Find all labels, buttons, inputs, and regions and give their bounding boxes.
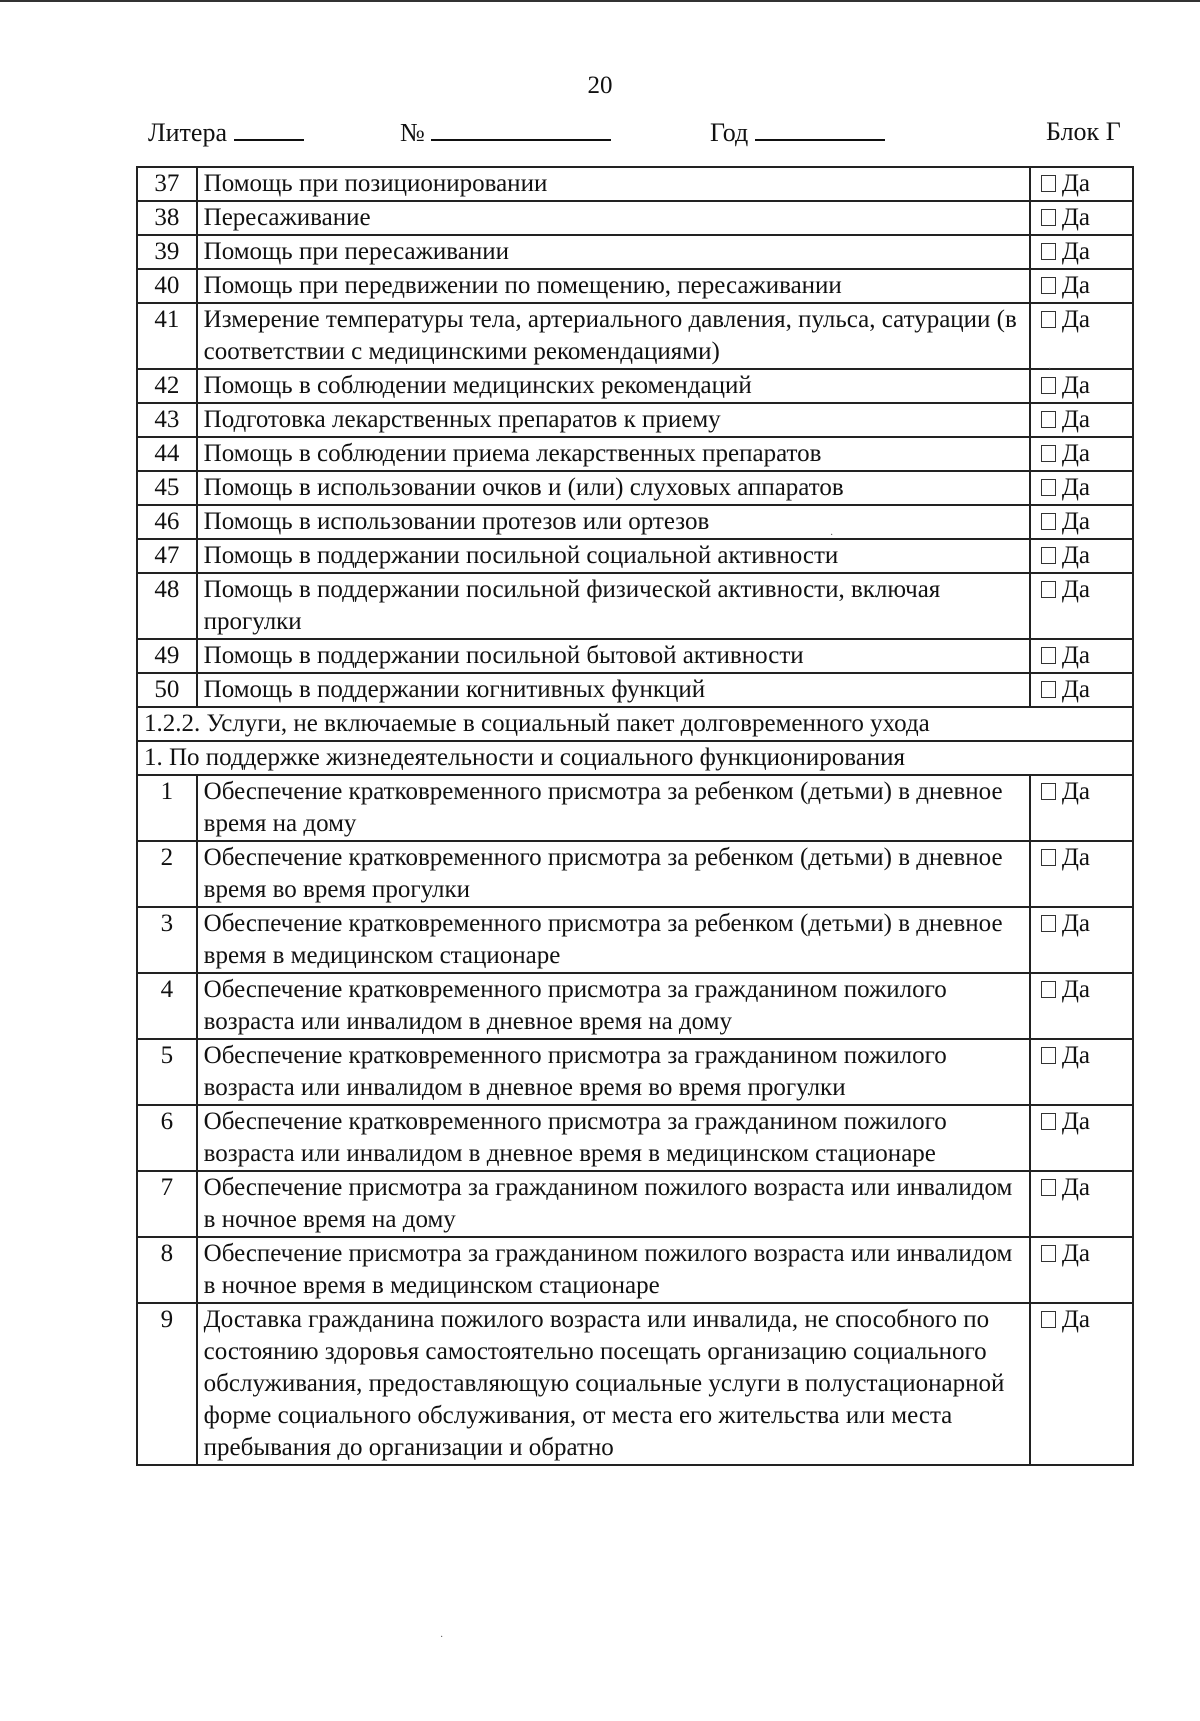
litera-blank[interactable] <box>234 117 304 141</box>
service-name: Помощь в поддержании посильной социальной активности <box>197 539 1030 573</box>
checkbox-icon[interactable] <box>1041 277 1056 294</box>
number-blank[interactable] <box>431 117 611 141</box>
scan-speck: · <box>830 530 834 541</box>
table-row <box>137 1303 1133 1465</box>
yes-checkbox-cell[interactable] <box>1030 1171 1133 1237</box>
table-row <box>137 973 1133 1039</box>
service-name: Помощь при позиционировании <box>197 167 1030 201</box>
year-label: Год <box>710 118 749 147</box>
yes-checkbox-cell[interactable] <box>1030 539 1133 573</box>
yes-checkbox-cell[interactable] <box>1030 201 1133 235</box>
yes-label: Да <box>1061 372 1090 399</box>
table-row <box>137 1039 1133 1105</box>
yes-label: Да <box>1061 440 1090 467</box>
yes-checkbox-cell[interactable] <box>1030 573 1133 639</box>
row-number: 3 <box>137 907 197 973</box>
row-number: 39 <box>137 235 197 269</box>
yes-checkbox-cell[interactable] <box>1030 303 1133 369</box>
number-label: № <box>400 118 425 147</box>
row-number: 37 <box>137 167 197 201</box>
row-number: 42 <box>137 369 197 403</box>
scan-top-edge <box>0 0 1200 2</box>
table-row <box>137 573 1133 639</box>
yes-checkbox-cell[interactable] <box>1030 269 1133 303</box>
checkbox-icon[interactable] <box>1041 175 1056 192</box>
service-name: Обеспечение кратковременного присмотра за ребенком (детьми) в дневное время на дому <box>197 775 1030 841</box>
yes-checkbox-cell[interactable] <box>1030 775 1133 841</box>
checkbox-icon[interactable] <box>1041 647 1056 664</box>
service-name: Помощь в соблюдении приема лекарственных препаратов <box>197 437 1030 471</box>
checkbox-icon[interactable] <box>1041 411 1056 428</box>
table-row <box>137 167 1133 201</box>
table-row <box>137 907 1133 973</box>
yes-label: Да <box>1061 778 1090 805</box>
yes-label: Да <box>1061 844 1090 871</box>
row-number: 6 <box>137 1105 197 1171</box>
yes-checkbox-cell[interactable] <box>1030 841 1133 907</box>
row-number: 8 <box>137 1237 197 1303</box>
row-number: 9 <box>137 1303 197 1465</box>
service-name: Обеспечение присмотра за гражданином пожилого возраста или инвалидом в ночное время на дому <box>197 1171 1030 1237</box>
yes-checkbox-cell[interactable] <box>1030 1237 1133 1303</box>
yes-label: Да <box>1061 406 1090 433</box>
row-number: 4 <box>137 973 197 1039</box>
section-title: 1. По поддержке жизнедеятельности и социального функционирования <box>137 741 1133 775</box>
yes-label: Да <box>1061 1042 1090 1069</box>
checkbox-icon[interactable] <box>1041 479 1056 496</box>
yes-label: Да <box>1061 170 1090 197</box>
service-name: Помощь в использовании протезов или ортезов <box>197 505 1030 539</box>
litera-label: Литера <box>148 118 227 147</box>
yes-checkbox-cell[interactable] <box>1030 437 1133 471</box>
row-number: 46 <box>137 505 197 539</box>
litera-field[interactable] <box>148 117 304 148</box>
table-row <box>137 1105 1133 1171</box>
row-number: 43 <box>137 403 197 437</box>
checkbox-icon[interactable] <box>1041 209 1056 226</box>
service-name: Помощь в поддержании посильной бытовой активности <box>197 639 1030 673</box>
row-number: 47 <box>137 539 197 573</box>
checkbox-icon[interactable] <box>1041 1047 1056 1064</box>
checkbox-icon[interactable] <box>1041 1245 1056 1262</box>
checkbox-icon[interactable] <box>1041 1179 1056 1196</box>
service-name: Помощь в использовании очков и (или) слуховых аппаратов <box>197 471 1030 505</box>
service-name: Обеспечение кратковременного присмотра за гражданином пожилого возраста или инвалидом в дневное время в медицинском стационаре <box>197 1105 1030 1171</box>
row-number: 49 <box>137 639 197 673</box>
row-number: 1 <box>137 775 197 841</box>
yes-label: Да <box>1061 1306 1090 1333</box>
table-row <box>137 673 1133 707</box>
table-row <box>137 539 1133 573</box>
row-number: 5 <box>137 1039 197 1105</box>
checkbox-icon[interactable] <box>1041 311 1056 328</box>
service-name: Обеспечение кратковременного присмотра за гражданином пожилого возраста или инвалидом в дневное время на дому <box>197 973 1030 1039</box>
service-name: Обеспечение кратковременного присмотра за гражданином пожилого возраста или инвалидом в дневное время во время прогулки <box>197 1039 1030 1105</box>
block-label: Блок Г <box>1046 117 1121 146</box>
yes-checkbox-cell[interactable] <box>1030 167 1133 201</box>
row-number: 2 <box>137 841 197 907</box>
table-row <box>137 437 1133 471</box>
row-number: 38 <box>137 201 197 235</box>
yes-label: Да <box>1061 204 1090 231</box>
table-row <box>137 639 1133 673</box>
yes-checkbox-cell[interactable] <box>1030 639 1133 673</box>
yes-label: Да <box>1061 272 1090 299</box>
scan-speck: · <box>1048 364 1052 375</box>
checkbox-icon[interactable] <box>1041 783 1056 800</box>
table-row <box>137 403 1133 437</box>
yes-label: Да <box>1061 576 1090 603</box>
yes-label: Да <box>1061 474 1090 501</box>
table-row <box>137 471 1133 505</box>
service-name: Помощь в поддержании посильной физической активности, включая прогулки <box>197 573 1030 639</box>
checkbox-icon[interactable] <box>1041 981 1056 998</box>
yes-checkbox-cell[interactable] <box>1030 369 1133 403</box>
yes-checkbox-cell[interactable] <box>1030 403 1133 437</box>
row-number: 50 <box>137 673 197 707</box>
yes-checkbox-cell[interactable] <box>1030 907 1133 973</box>
row-number: 44 <box>137 437 197 471</box>
table-row <box>137 775 1133 841</box>
table-row <box>137 1171 1133 1237</box>
yes-checkbox-cell[interactable] <box>1030 471 1133 505</box>
service-name: Помощь в поддержании когнитивных функций <box>197 673 1030 707</box>
page-number: 20 <box>587 72 613 99</box>
yes-checkbox-cell[interactable] <box>1030 973 1133 1039</box>
row-number: 7 <box>137 1171 197 1237</box>
table-row <box>137 369 1133 403</box>
row-number: 41 <box>137 303 197 369</box>
service-name: Подготовка лекарственных препаратов к приему <box>197 403 1030 437</box>
services-table <box>136 166 1134 1466</box>
checkbox-icon[interactable] <box>1041 849 1056 866</box>
table-row <box>137 1237 1133 1303</box>
table-row <box>137 235 1133 269</box>
yes-label: Да <box>1061 542 1090 569</box>
yes-label: Да <box>1061 238 1090 265</box>
checkbox-icon[interactable] <box>1041 445 1056 462</box>
service-name: Помощь в соблюдении медицинских рекомендаций <box>197 369 1030 403</box>
service-name: Измерение температуры тела, артериального давления, пульса, сатурации (в соответствии с медицинскими рекомендациями) <box>197 303 1030 369</box>
yes-label: Да <box>1061 642 1090 669</box>
row-number: 40 <box>137 269 197 303</box>
yes-label: Да <box>1061 976 1090 1003</box>
table-row <box>137 201 1133 235</box>
service-name: Пересаживание <box>197 201 1030 235</box>
yes-label: Да <box>1061 1240 1090 1267</box>
row-number: 45 <box>137 471 197 505</box>
checkbox-icon[interactable] <box>1041 681 1056 698</box>
service-name: Обеспечение кратковременного присмотра за ребенком (детьми) в дневное время в медицинском стационаре <box>197 907 1030 973</box>
section-row <box>137 707 1133 741</box>
checkbox-icon[interactable] <box>1041 513 1056 530</box>
yes-checkbox-cell[interactable] <box>1030 235 1133 269</box>
section-row <box>137 741 1133 775</box>
table-row <box>137 269 1133 303</box>
yes-label: Да <box>1061 508 1090 535</box>
table-row <box>137 303 1133 369</box>
yes-checkbox-cell[interactable] <box>1030 505 1133 539</box>
checkbox-icon[interactable] <box>1041 547 1056 564</box>
scan-speck: · <box>440 1632 444 1643</box>
yes-label: Да <box>1061 676 1090 703</box>
service-name: Обеспечение присмотра за гражданином пожилого возраста или инвалидом в ночное время в медицинском стационаре <box>197 1237 1030 1303</box>
number-field[interactable] <box>400 117 611 148</box>
service-name: Помощь при пересаживании <box>197 235 1030 269</box>
services-table-body <box>137 167 1133 1465</box>
row-number: 48 <box>137 573 197 639</box>
year-blank[interactable] <box>755 117 885 141</box>
checkbox-icon[interactable] <box>1041 243 1056 260</box>
form-header <box>148 117 1128 157</box>
service-name: Доставка гражданина пожилого возраста или инвалида, не способного по состоянию здоровья самостоятельно посещать организацию социального обслуживания, предоставляющую социальные услуги в полустационарной форме социального обслуживания, от места его жительства или места пребывания до организации и обратно <box>197 1303 1030 1465</box>
table-row <box>137 505 1133 539</box>
service-name: Обеспечение кратковременного присмотра за ребенком (детьми) в дневное время во время прогулки <box>197 841 1030 907</box>
year-field[interactable] <box>710 117 885 148</box>
checkbox-icon[interactable] <box>1041 377 1056 394</box>
service-name: Помощь при передвижении по помещению, пересаживании <box>197 269 1030 303</box>
checkbox-icon[interactable] <box>1041 1311 1056 1328</box>
yes-label: Да <box>1061 306 1090 333</box>
section-title: 1.2.2. Услуги, не включаемые в социальный пакет долговременного ухода <box>137 707 1133 741</box>
yes-label: Да <box>1061 910 1090 937</box>
table-row <box>137 841 1133 907</box>
checkbox-icon[interactable] <box>1041 581 1056 598</box>
yes-checkbox-cell[interactable] <box>1030 1303 1133 1465</box>
yes-checkbox-cell[interactable] <box>1030 673 1133 707</box>
yes-label: Да <box>1061 1174 1090 1201</box>
checkbox-icon[interactable] <box>1041 1113 1056 1130</box>
yes-checkbox-cell[interactable] <box>1030 1105 1133 1171</box>
yes-checkbox-cell[interactable] <box>1030 1039 1133 1105</box>
checkbox-icon[interactable] <box>1041 915 1056 932</box>
yes-label: Да <box>1061 1108 1090 1135</box>
